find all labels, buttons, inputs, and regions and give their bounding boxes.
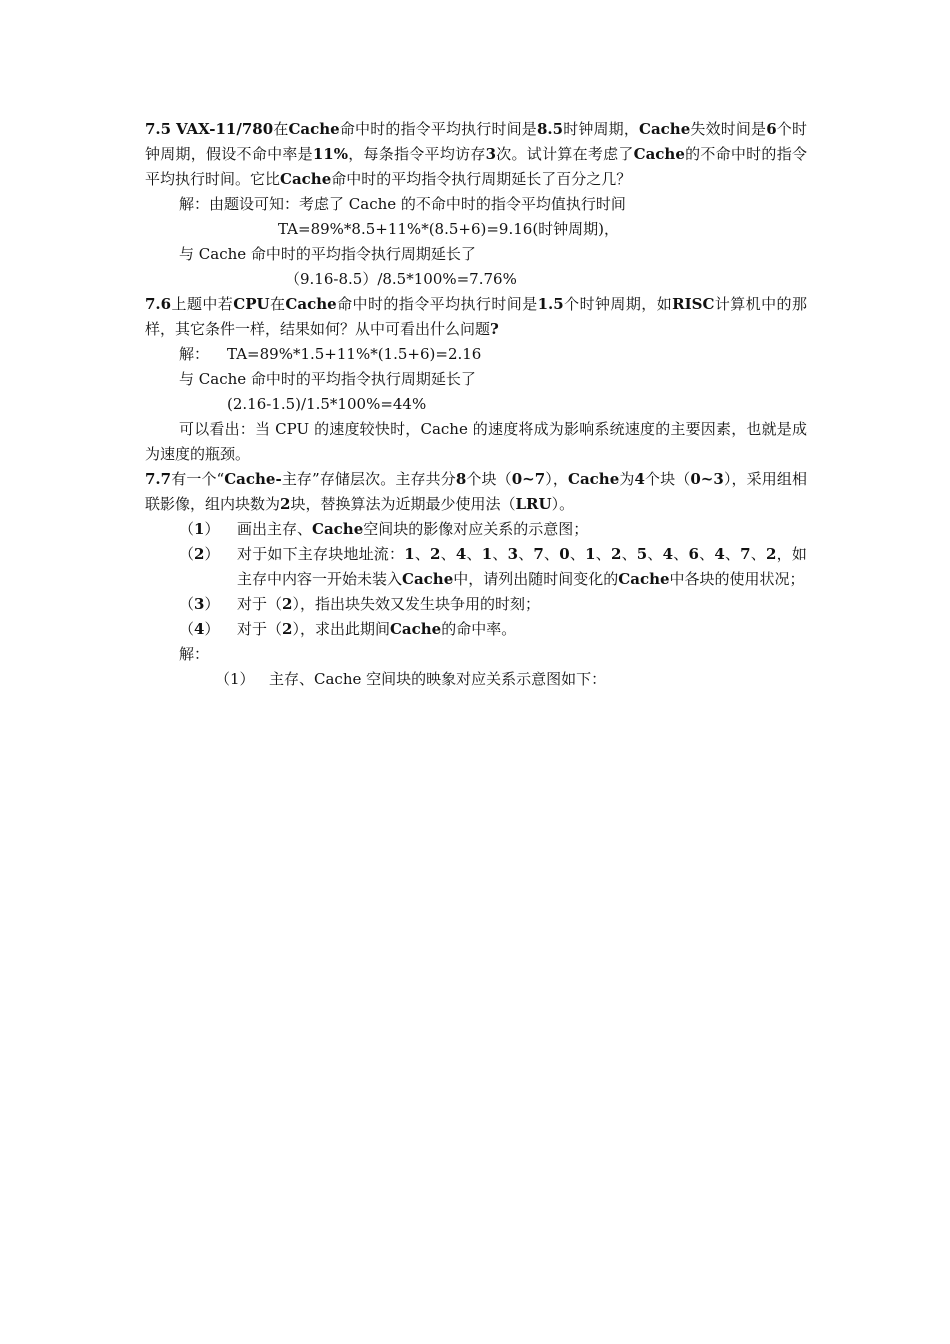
text-run: 、: [647, 545, 663, 563]
text-run: 1: [404, 545, 415, 563]
text-run: 2: [282, 595, 293, 613]
text-run: 中各块的使用状况；: [669, 570, 805, 588]
text-run: 0: [559, 545, 570, 563]
text-run: 2: [282, 620, 293, 638]
text-run: 中，请列出随时间变化的: [453, 570, 619, 588]
text-run: 、: [673, 545, 689, 563]
text-run: 8.5: [536, 120, 564, 138]
text-run: 、: [466, 545, 482, 563]
text-run: Cache: [285, 295, 337, 313]
text-run: 、: [595, 545, 611, 563]
text-run: 7: [533, 545, 544, 563]
solution-7-6-extend: 与 Cache 命中时的平均指令执行周期延长了: [179, 370, 476, 388]
text-run: Cache: [288, 120, 340, 138]
text-run: 5: [636, 545, 648, 563]
question-number: 7.7: [145, 470, 172, 488]
text-run: Cache: [639, 120, 691, 138]
formula-7-6-percent: (2.16-1.5)/1.5*100%=44%: [227, 395, 427, 413]
item-number: （2）: [179, 545, 220, 563]
text-run: ，如主存中内容一开始未装入: [237, 545, 807, 588]
text-run: Cache: [402, 570, 454, 588]
text-run: CPU: [233, 295, 270, 313]
text-run: 2: [610, 545, 622, 563]
text-run: 3: [485, 145, 497, 163]
text-run: 4: [714, 545, 725, 563]
text-run: 个块（: [466, 470, 512, 488]
text-run: 主存”存储层次。主存共分: [281, 470, 456, 488]
text-run: 8: [455, 470, 467, 488]
solution-7-6-ta: [145, 342, 807, 367]
question-7-5: [145, 117, 807, 192]
text-run: 的不命中时的指令平均执行时间。它比: [145, 145, 807, 188]
text-run: ，每条指令平均访存: [348, 145, 486, 163]
text-run: 块，替换算法为近期最少使用法（: [290, 495, 516, 513]
formula-7-6-ta: TA=89%*1.5+11%*(1.5+6)=2.16: [227, 345, 482, 363]
text-run: 、: [414, 545, 431, 563]
text-run: 11%: [312, 145, 348, 163]
text-run: Cache: [312, 520, 364, 538]
sub-item-number: （1）: [215, 670, 255, 688]
text-run: 6: [766, 120, 777, 138]
text-run: Cache: [633, 145, 685, 163]
text-run: 时钟周期，: [563, 120, 639, 138]
list-item: [145, 542, 807, 592]
text-run: Cache: [568, 470, 620, 488]
text-run: 2: [280, 495, 291, 513]
text-run: 4: [662, 545, 674, 563]
text-run: 、: [440, 545, 456, 563]
text-run: 失效时间是: [690, 120, 767, 138]
text-run: 次。试计算在考虑了: [496, 145, 634, 163]
text-run: 个时钟周期，假设不命中率是: [145, 120, 807, 163]
question-7-7: [145, 467, 807, 517]
text-run: 、: [569, 545, 586, 563]
formula-7-5-ta: TA=89%*8.5+11%*(8.5+6)=9.16(时钟周期)，: [278, 220, 620, 238]
text-run: Cache: [280, 170, 332, 188]
solution-label: 解：: [179, 345, 210, 363]
text-run: Cache-: [224, 470, 282, 488]
text-run: 、: [750, 545, 767, 563]
text-run: 4: [634, 470, 645, 488]
solution-7-6-conclusion: 可以看出：当 CPU 的速度较快时，Cache 的速度将成为影响系统速度的主要因素，也就是成为速度的瓶颈。: [145, 420, 807, 463]
sub-item-text: 主存、Cache 空间块的映象对应关系示意图如下：: [269, 670, 607, 688]
text-run: 1: [585, 545, 596, 563]
text-run: ）。: [551, 495, 575, 513]
item-text: [237, 542, 807, 592]
text-run: 对于（: [237, 620, 283, 638]
text-run: 、: [621, 545, 637, 563]
text-run: 在: [269, 295, 286, 313]
text-run: 2: [430, 545, 441, 563]
text-run: 7: [740, 545, 751, 563]
list-item: [145, 617, 807, 642]
text-run: 6: [688, 545, 699, 563]
text-run: 计算机中的那样，其它条件一样，结果如何？从中可看出什么问题: [145, 295, 807, 338]
text-run: ），: [545, 470, 568, 488]
text-run: 0~3: [690, 470, 724, 488]
document-body: [145, 117, 807, 692]
item-number: （4）: [179, 620, 220, 638]
question-7-7-text: [145, 470, 807, 513]
text-run: 命中时的平均指令执行周期延长了百分之几？: [331, 170, 632, 188]
item-text: [237, 617, 807, 642]
text-run: 的命中率。: [441, 620, 517, 638]
list-item: [145, 517, 807, 542]
text-run: 、: [543, 545, 560, 563]
question-number: 7.5: [145, 120, 172, 138]
solution-7-7-label: 解：: [179, 645, 210, 663]
text-run: LRU: [515, 495, 552, 513]
item-number: （1）: [179, 520, 220, 538]
text-run: 0~7: [511, 470, 546, 488]
solution-7-5-intro: 解：由题设可知：考虑了 Cache 的不命中时的指令平均值执行时间: [179, 195, 626, 213]
solution-7-5-extend: 与 Cache 命中时的平均指令执行周期延长了: [179, 245, 476, 263]
text-run: 空间块的影像对应关系的示意图；: [363, 520, 589, 538]
item-text: [237, 592, 807, 617]
text-run: 1: [481, 545, 493, 563]
text-run: 对于（: [237, 595, 283, 613]
question-7-6: [145, 292, 807, 342]
text-run: 为: [619, 470, 635, 488]
question-7-7-items: [145, 517, 807, 642]
text-run: 上题中若: [171, 295, 234, 313]
text-run: Cache: [389, 620, 442, 638]
item-text: [237, 517, 807, 542]
text-run: 2: [766, 545, 777, 563]
text-run: RISC: [672, 295, 715, 313]
text-run: 画出主存、: [237, 520, 313, 538]
text-run: 、: [492, 545, 508, 563]
question-7-6-text: [145, 295, 807, 338]
text-run: 命中时的指令平均执行时间是: [339, 120, 537, 138]
text-run: 、: [698, 545, 715, 563]
text-run: 、: [724, 545, 741, 563]
text-run: 在: [273, 120, 289, 138]
list-item: [145, 592, 807, 617]
text-run: 1.5: [537, 295, 564, 313]
text-run: 个时钟周期，如: [563, 295, 673, 313]
solution-7-7-sub-1: [145, 667, 807, 692]
text-run: 有一个“: [171, 470, 225, 488]
text-run: ），求出此期间: [292, 620, 390, 638]
question-number: 7.6: [145, 295, 172, 313]
question-7-5-text: [145, 120, 807, 188]
text-run: ），采用组相联影像，组内块数为: [145, 470, 807, 513]
text-run: 4: [455, 545, 467, 563]
text-run: ），指出块失效又发生块争用的时刻；: [292, 595, 540, 613]
text-run: 3: [507, 545, 519, 563]
text-run: 对于如下主存块地址流：: [237, 545, 405, 563]
text-run: 、: [518, 545, 534, 563]
text-run: 命中时的指令平均执行时间是: [336, 295, 538, 313]
text-run: VAX-11/780: [176, 120, 274, 138]
text-run: Cache: [618, 570, 670, 588]
item-number: （3）: [179, 595, 220, 613]
formula-7-5-percent: （9.16-8.5）/8.5*100%=7.76%: [285, 270, 517, 288]
text-run: ?: [490, 320, 499, 338]
text-run: 个块（: [644, 470, 691, 488]
